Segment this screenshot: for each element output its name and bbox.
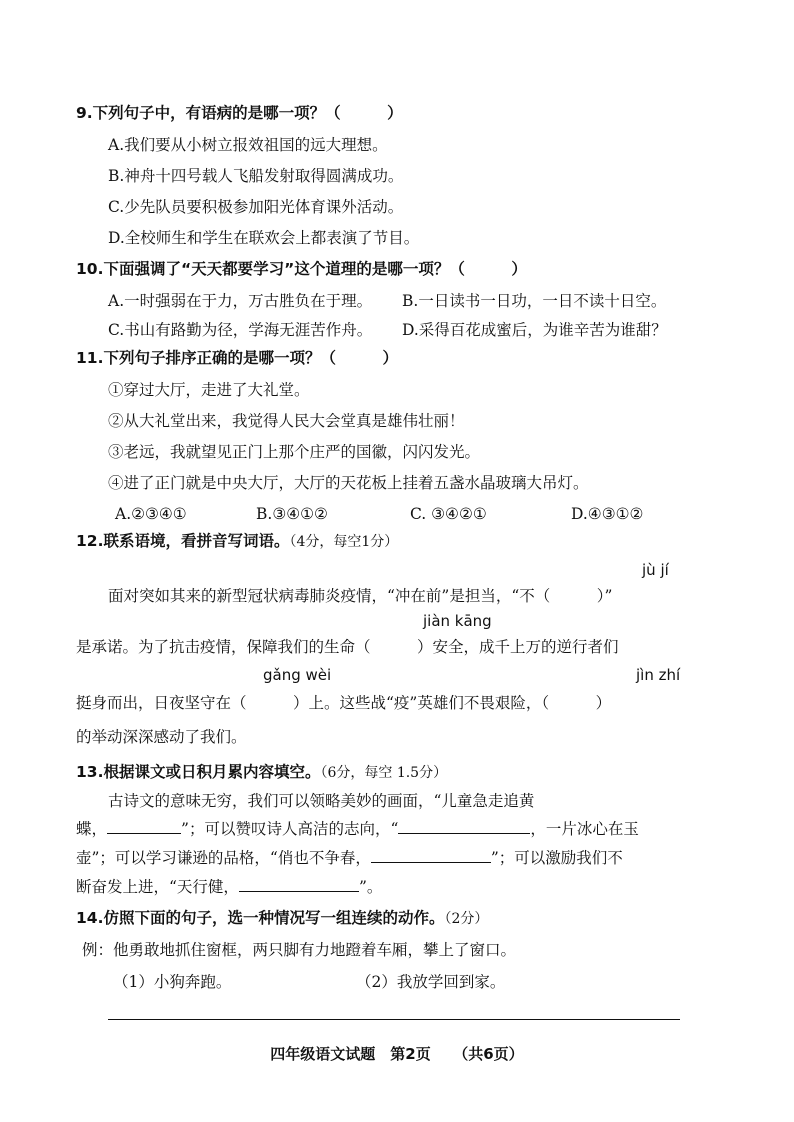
q9-option-c: C.少先队员要积极参加阳光体育课外活动。: [108, 198, 404, 216]
pinyin-1: jù jí: [642, 561, 669, 579]
pinyin-2: jiàn kāng: [423, 612, 492, 630]
q10-option-a: A.一时强弱在于力，万古胜负在于理。: [108, 292, 373, 310]
q13-text-4a: 断奋发上进，“天行健，: [76, 878, 239, 896]
q11-option-c: C. ③④②①: [410, 505, 487, 523]
q12-line-2: 是承诺。为了抗击疫情，保障我们的生命（ ）安全，成千上万的逆行者们: [76, 638, 619, 656]
q13-blank-3[interactable]: [371, 848, 491, 863]
pinyin-4: jìn zhí: [636, 666, 681, 684]
q13-text-3b: ”；可以激励我们不: [490, 849, 623, 867]
question-12-score: （4分，每空1分）: [289, 534, 399, 550]
question-13-header: [76, 762, 447, 783]
q13-text-2c: ，一片冰心在玉: [530, 820, 639, 838]
question-11-stem: 11.下列句子排序正确的是哪一项？（ ）: [76, 349, 398, 367]
q11-option-a: A.②③④①: [115, 505, 187, 523]
q12-line-1: 面对突如其来的新型冠状病毒肺炎疫情，“冲在前”是担当，“不（ ）”: [108, 587, 613, 605]
q10-option-c: C.书山有路勤为径，学海无涯苦作舟。: [108, 321, 373, 339]
question-14-header: [76, 908, 488, 929]
question-14-stem: 14.仿照下面的句子，选一种情况写一组连续的动作。: [76, 909, 445, 927]
question-12-header: [76, 531, 398, 552]
q13-text-2b: ”；可以赞叹诗人高洁的志向，“: [181, 820, 399, 838]
q12-line-3: 挺身而出，日夜坚守在（ ）上。这些战“疫”英雄们不畏艰险，（ ）: [76, 694, 612, 712]
q13-text-3a: 壶”；可以学习谦逊的品格，“俏也不争春，: [76, 849, 371, 867]
q9-option-d: D.全校师生和学生在联欢会上都表演了节目。: [108, 229, 420, 247]
q13-blank-4[interactable]: [239, 877, 359, 892]
q13-line-1: 古诗文的意味无穷，我们可以领略美妙的画面，“儿童急走追黄: [108, 792, 535, 810]
q11-sentence-2: ②从大礼堂出来，我觉得人民大会堂真是雄伟壮丽！: [108, 412, 465, 430]
q14-choice-1: （1）小狗奔跑。: [113, 973, 232, 991]
q11-option-d: D.④③①②: [571, 505, 644, 523]
page-footer: 四年级语文试题 第2页 （共6页）: [270, 1045, 524, 1063]
question-12-stem: 12.联系语境，看拼音写词语。: [76, 532, 290, 550]
q9-option-a: A.我们要从小树立报效祖国的远大理想。: [108, 136, 388, 154]
q13-line-2: [76, 819, 639, 839]
q14-choice-2: （2）我放学回到家。: [356, 973, 506, 991]
q13-line-4: [76, 877, 382, 897]
question-10-stem: 10.下面强调了“天天都要学习”这个道理的是哪一项？（ ）: [76, 260, 527, 278]
q13-text-4b: ”。: [358, 878, 383, 896]
question-14-score: （2分）: [444, 911, 489, 927]
q9-option-b: B.神舟十四号载人飞船发射取得圆满成功。: [108, 167, 404, 185]
pinyin-3: gǎng wèi: [263, 666, 332, 684]
question-13-score: （6分，每空 1.5分）: [320, 765, 448, 781]
footer-divider: [108, 1019, 680, 1020]
q13-blank-2[interactable]: [398, 819, 530, 834]
q13-line-3: [76, 848, 623, 868]
q10-option-b: B.一日读书一日功，一日不读十日空。: [402, 292, 667, 310]
q13-blank-1[interactable]: [107, 819, 181, 834]
q14-example: 例：他勇敢地抓住窗框，两只脚有力地蹬着车厢，攀上了窗口。: [82, 941, 517, 959]
q11-option-b: B.③④①②: [256, 505, 328, 523]
question-9-stem: 9.下列句子中，有语病的是哪一项？（ ）: [76, 104, 403, 122]
q11-sentence-3: ③老远，我就望见正门上那个庄严的国徽，闪闪发光。: [108, 443, 481, 461]
question-13-stem: 13.根据课文或日积月累内容填空。: [76, 763, 321, 781]
q11-sentence-4: ④进了正门就是中央大厅，大厅的天花板上挂着五盏水晶玻璃大吊灯。: [108, 474, 589, 492]
q11-sentence-1: ①穿过大厅，走进了大礼堂。: [108, 381, 310, 399]
q13-text-2a: 蝶，: [76, 820, 108, 838]
q12-line-4: 的举动深深感动了我们。: [76, 728, 247, 746]
q10-option-d: D.采得百花成蜜后，为谁辛苦为谁甜？: [402, 321, 667, 339]
